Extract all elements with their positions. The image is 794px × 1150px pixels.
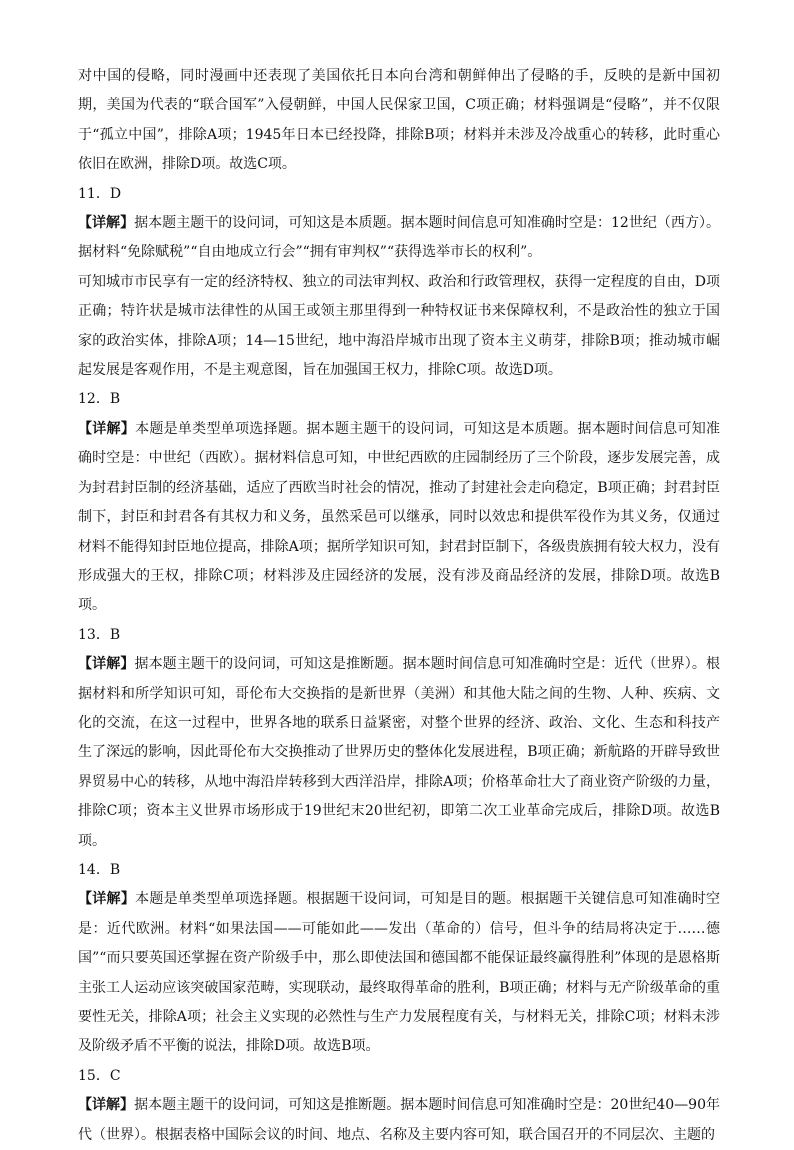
detail-tag: 【详解】: [78, 215, 135, 232]
question-13-answer: 13．B: [78, 626, 121, 643]
detail-tag: 【详解】: [78, 1097, 135, 1114]
paragraph-q14-detail: 【详解】本题是单类型单项选择题。根据题干设问词，可知是目的题。根据题干关键信息可知准确时空是：近代欧洲。材料“如果法国——可能如此——发出（革命的）信号，但斗争的结局将决定于……德国”“而只要英国还掌握在资产阶级手中，那么即使法国和德国都不能保证最终赢得胜利”体现的是恩格斯主张工人运动应该突破国家范畴，实现联动，最终取得革命的胜利，B项正确；材料与无产阶级革命的重要性无关，排除A项；社会主义实现的必然性与生产力发展程度有关，与材料无关，排除C项；材料未涉及阶级矛盾不平衡的说法，排除D项。故选B项。: [78, 891, 721, 1055]
detail-tag: 【详解】: [78, 656, 135, 673]
question-14-answer: 14．B: [78, 861, 121, 878]
detail-tag: 【详解】: [78, 420, 136, 437]
paragraph-q12-detail: 【详解】本题是单类型单项选择题。据本题主题干的设问词，可知这是本质题。据本题时间信息可知准确时空是：中世纪（西欧）。据材料信息可知，中世纪西欧的庄园制经历了三个阶段，逐步发展完善，成为封君封臣制的经济基础，适应了西欧当时社会的情况，推动了封建社会走向稳定，B项正确；封君封臣制下，封臣和封君各有其权力和义务，虽然采邑可以继承，同时以效忠和提供军役作为其义务，仅通过材料不能得知封臣地位提高，排除A项；据所学知识可知，封君封臣制下，各级贵族拥有较大权力，没有形成强大的王权，排除C项；材料涉及庄园经济的发展，没有涉及商品经济的发展，排除D项。故选B项。: [78, 420, 721, 614]
question-12-answer: 12．B: [78, 391, 121, 408]
detail-tag: 【详解】: [78, 891, 136, 908]
question-11-answer: 11．D: [78, 185, 122, 202]
paragraph-q15-detail: 【详解】据本题主题干的设问词，可知这是推断题。据本题时间信息可知准确时空是：20世纪40—90年代（世界）。根据表格中国际会议的时间、地点、名称及主要内容可知，联合国召开的不同层次、主题的: [78, 1097, 720, 1143]
answer-explanations: [78, 62, 720, 1150]
paragraph-q11-analysis: 可知城市市民享有一定的经济特权、独立的司法审判权、政治和行政管理权，获得一定程度的自由，D项正确；特许状是城市法律性的从国王或领主那里得到一种特权证书来保障权利，不是政治性的独立于国家的政治实体，排除A项；14—15世纪，地中海沿岸城市出现了资本主义萌芽，排除B项；推动城市崛起发展是客观作用，不是主观意图，旨在加强国王权力，排除C项。故选D项。: [78, 273, 720, 379]
paragraph-q13-detail: 【详解】据本题主题干的设问词，可知这是推断题。据本题时间信息可知准确时空是：近代（世界）。根据材料和所学知识可知，哥伦布大交换指的是新世界（美洲）和其他大陆之间的生物、人种、疾病、文化的交流，在这一过程中，世界各地的联系日益紧密，对整个世界的经济、政治、文化、生态和科技产生了深远的影响，因此哥伦布大交换推动了世界历史的整体化发展进程，B项正确；新航路的开辟导致世界贸易中心的转移，从地中海沿岸转移到大西洋沿岸，排除A项；价格革命壮大了商业资产阶级的力量，排除C项；资本主义世界市场形成于19世纪末20世纪初，即第二次工业革命完成后，排除D项。故选B项。: [78, 656, 721, 849]
question-15-answer: 15．C: [78, 1067, 121, 1084]
paragraph-q10-continued: 对中国的侵略，同时漫画中还表现了美国依托日本向台湾和朝鲜伸出了侵略的手，反映的是新中国初期，美国为代表的“联合国军”入侵朝鲜，中国人民保家卫国，C项正确；材料强调是“侵略”，并不仅限于“孤立中国”，排除A项；1945年日本已经投降，排除B项；材料并未涉及冷战重心的转移，此时重心依旧在欧洲，排除D项。故选C项。: [78, 68, 720, 173]
paragraph-q11-detail: 【详解】据本题主题干的设问词，可知这是本质题。据本题时间信息可知准确时空是：12世纪（西方）。据材料“免除赋税”“自由地成立行会”“拥有审判权”“获得选举市长的权利”。: [78, 215, 721, 261]
